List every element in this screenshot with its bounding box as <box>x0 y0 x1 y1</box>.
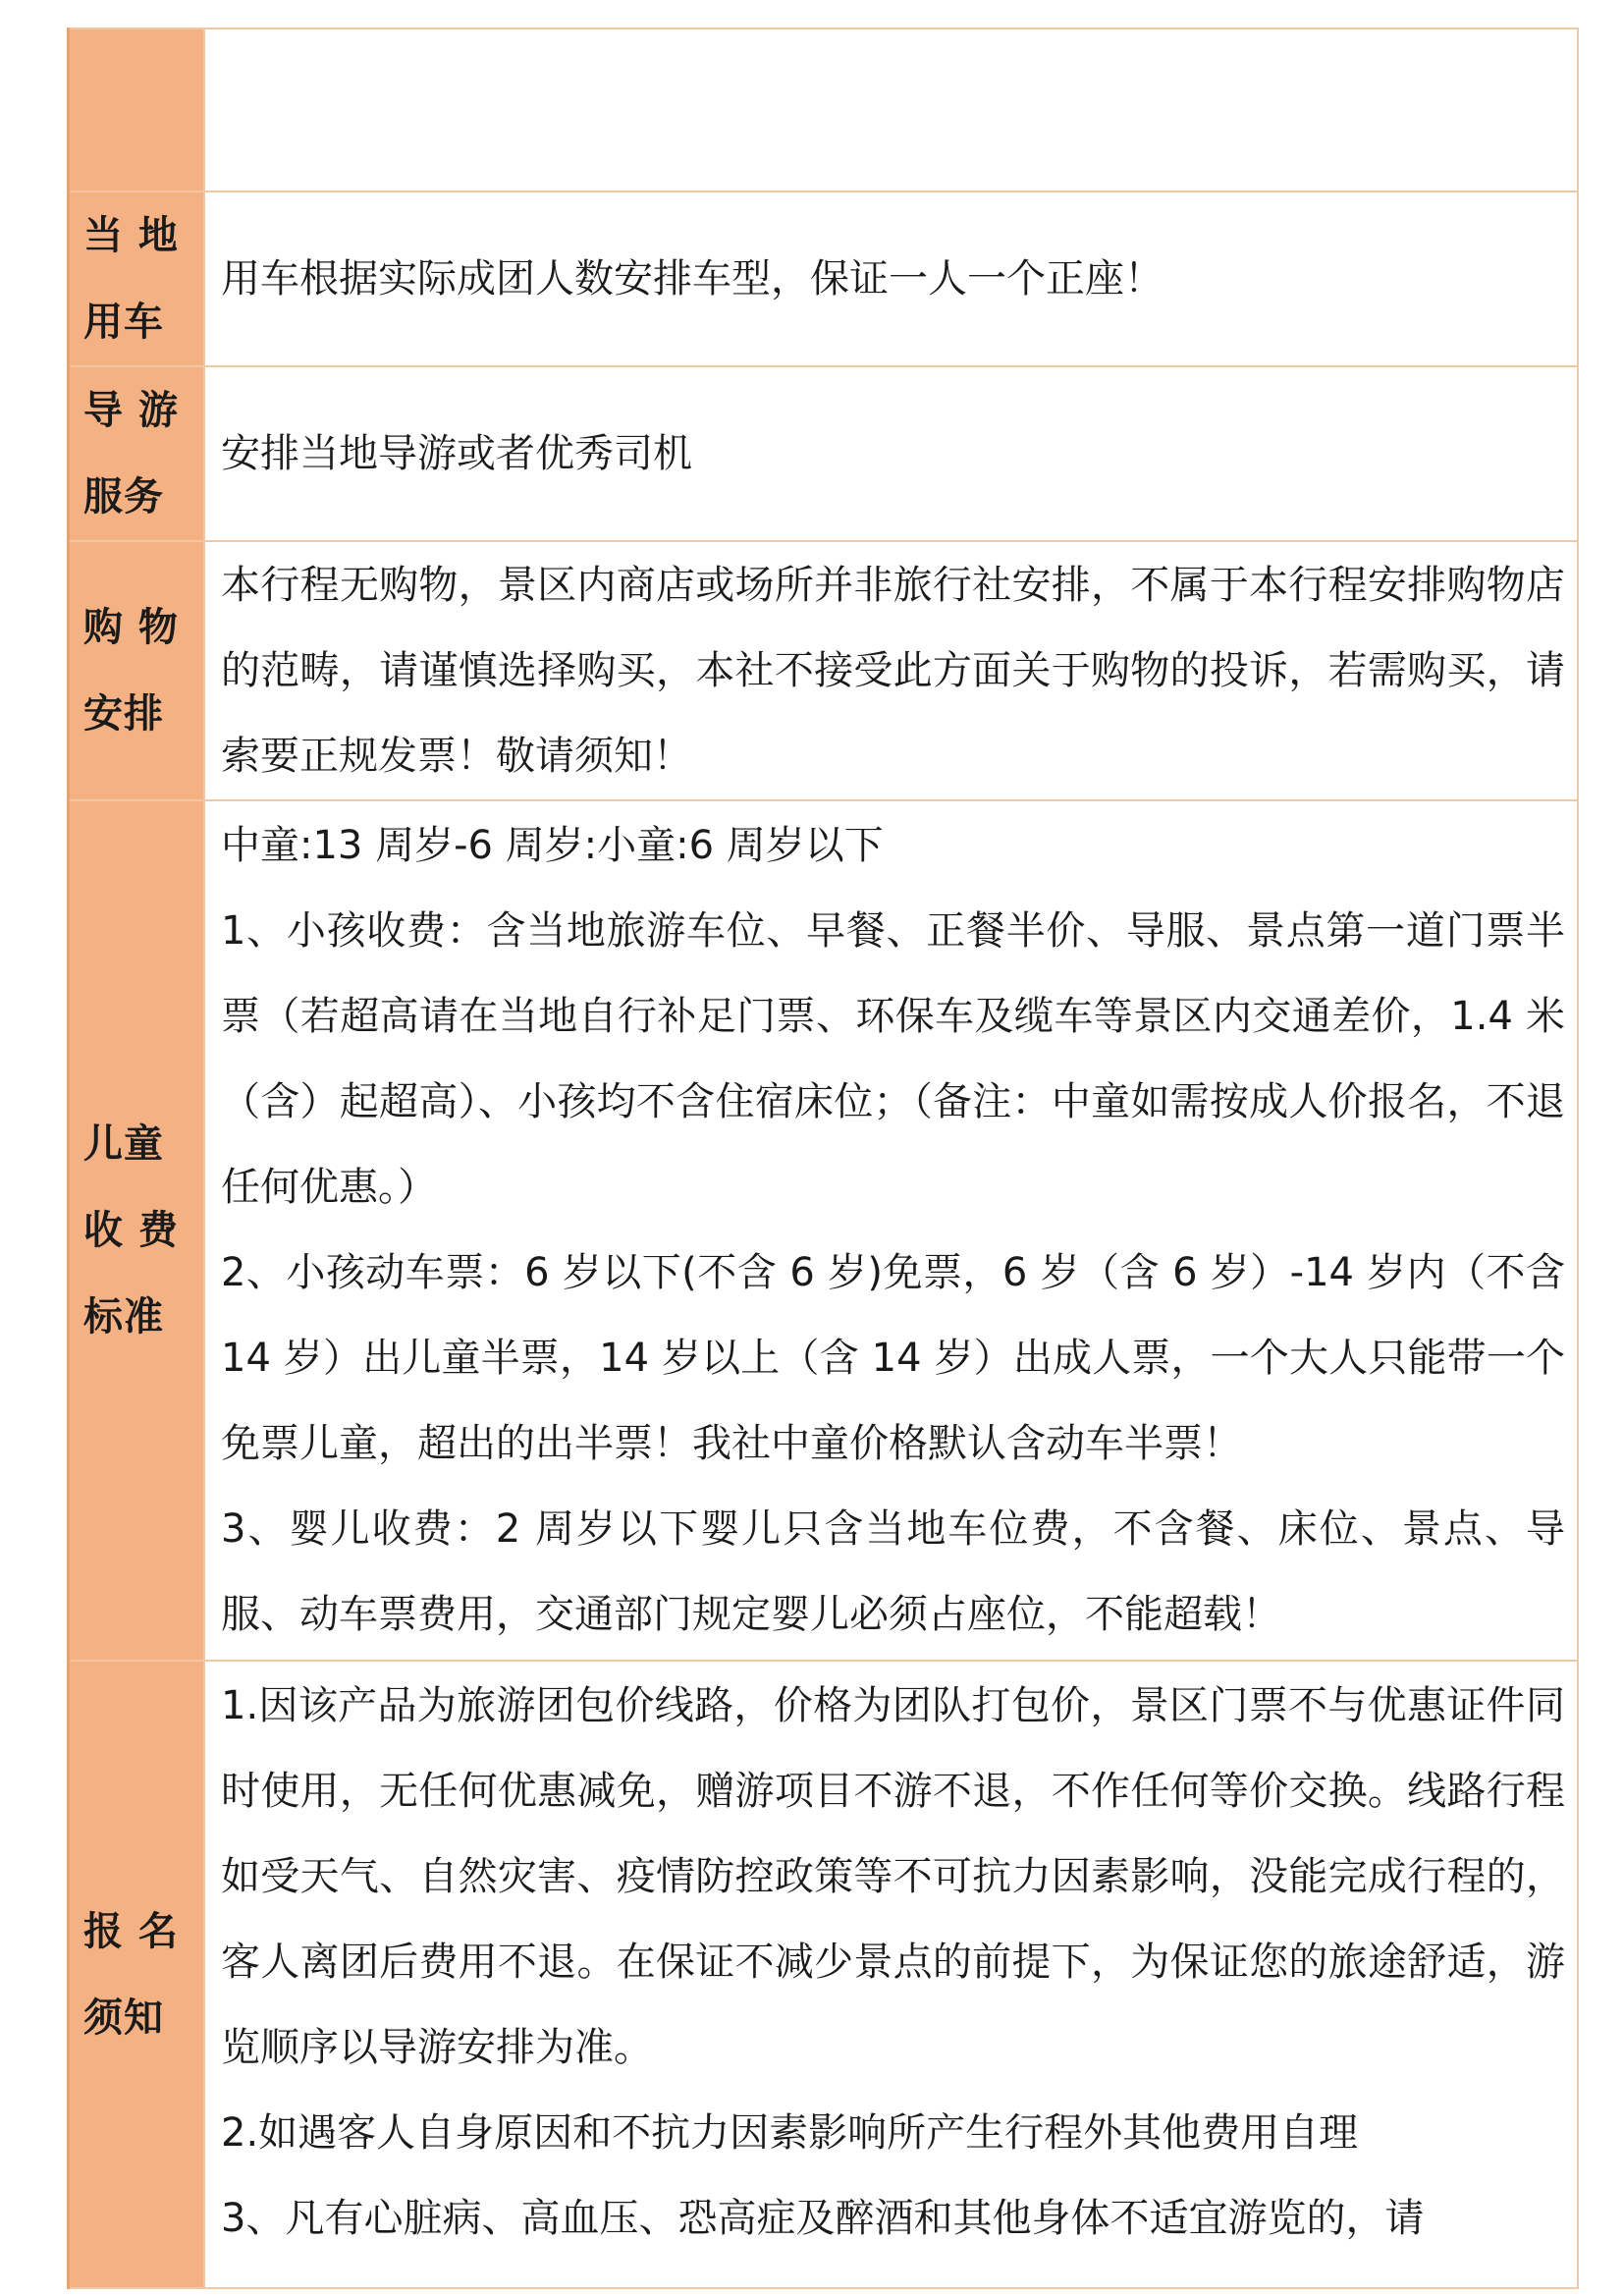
row-content-child-fees <box>204 800 1578 1661</box>
row-content-empty <box>204 28 1578 191</box>
row-label-signup-notice <box>69 1661 205 2288</box>
content-paragraph: 中童:13 周岁-6 周岁:小童:6 周岁以下 <box>221 823 884 868</box>
label-line: 儿童 <box>83 1121 164 1167</box>
content-paragraph: 1.因该产品为旅游团包价线路，价格为团队打包价，景区门票不与优惠证件同时使用，无任何优惠减免，赠游项目不游不退，不作任何等价交换。线路行程如受天气、自然灾害、疫情防控政策等不可抗力因素影响，没能完成行程的，客人离团后费用不退。在保证不减少景点的前提下，为保证您的旅途舒适，游览顺序以导游安排为准。 <box>221 1683 1565 2070</box>
table-row-empty <box>69 28 1579 191</box>
row-content-shopping <box>204 541 1578 800</box>
label-line: 须知 <box>83 1995 164 2041</box>
table-row-guide-service <box>69 366 1579 541</box>
label-line: 安排 <box>83 691 164 737</box>
label-line: 当 地 <box>83 213 179 258</box>
table-row-shopping <box>69 541 1579 800</box>
row-label-guide-service <box>69 366 205 541</box>
row-label-empty <box>69 28 205 191</box>
table-row-signup-notice <box>69 1661 1579 2288</box>
row-label-child-fees <box>69 800 205 1661</box>
label-line: 导 游 <box>83 388 179 433</box>
label-line: 标准 <box>83 1294 164 1339</box>
content-paragraph: 本行程无购物，景区内商店或场所并非旅行社安排，不属于本行程安排购物店的范畴，请谨慎选择购买，本社不接受此方面关于购物的投诉，若需购买，请索要正规发票！敬请须知！ <box>221 562 1565 779</box>
content-paragraph: 安排当地导游或者优秀司机 <box>221 430 692 476</box>
row-label-shopping <box>69 541 205 800</box>
content-paragraph: 3、婴儿收费：2 周岁以下婴儿只含当地车位费，不含餐、床位、景点、导服、动车票费用，交通部门规定婴儿必须占座位，不能超载！ <box>221 1506 1565 1637</box>
content-paragraph: 2.如遇客人自身原因和不抗力因素影响所产生行程外其他费用自理 <box>221 2110 1359 2156</box>
row-content-signup-notice <box>204 1661 1578 2288</box>
info-table <box>67 27 1579 2289</box>
row-content-guide-service <box>204 366 1578 541</box>
label-line: 服务 <box>83 474 164 519</box>
row-content-local-transport <box>204 191 1578 366</box>
label-line: 收 费 <box>83 1208 179 1253</box>
label-line: 购 物 <box>83 605 179 650</box>
content-paragraph: 用车根据实际成团人数安排车型，保证一人一个正座！ <box>221 255 1163 301</box>
row-label-local-transport <box>69 191 205 366</box>
label-line: 报 名 <box>83 1908 179 1954</box>
table-row-local-transport <box>69 191 1579 366</box>
content-paragraph: 2、小孩动车票：6 岁以下(不含 6 岁)免票，6 岁（含 6 岁）-14 岁内（不含 14 岁）出儿童半票，14 岁以上（含 14 岁）出成人票，一个大人只能带一个免票儿童，超出的出半票！我社中童价格默认含动车半票！ <box>221 1250 1565 1466</box>
table-row-child-fees <box>69 800 1579 1661</box>
content-paragraph: 3、凡有心脏病、高血压、恐高症及醉酒和其他身体不适宜游览的，请 <box>221 2196 1425 2241</box>
label-line: 用车 <box>83 300 164 345</box>
content-paragraph: 1、小孩收费：含当地旅游车位、早餐、正餐半价、导服、景点第一道门票半票（若超高请在当地自行补足门票、环保车及缆车等景区内交通差价，1.4 米（含）起超高）、小孩均不含住宿床位；（备注：中童如需按成人价报名，不退任何优惠。） <box>221 908 1565 1210</box>
